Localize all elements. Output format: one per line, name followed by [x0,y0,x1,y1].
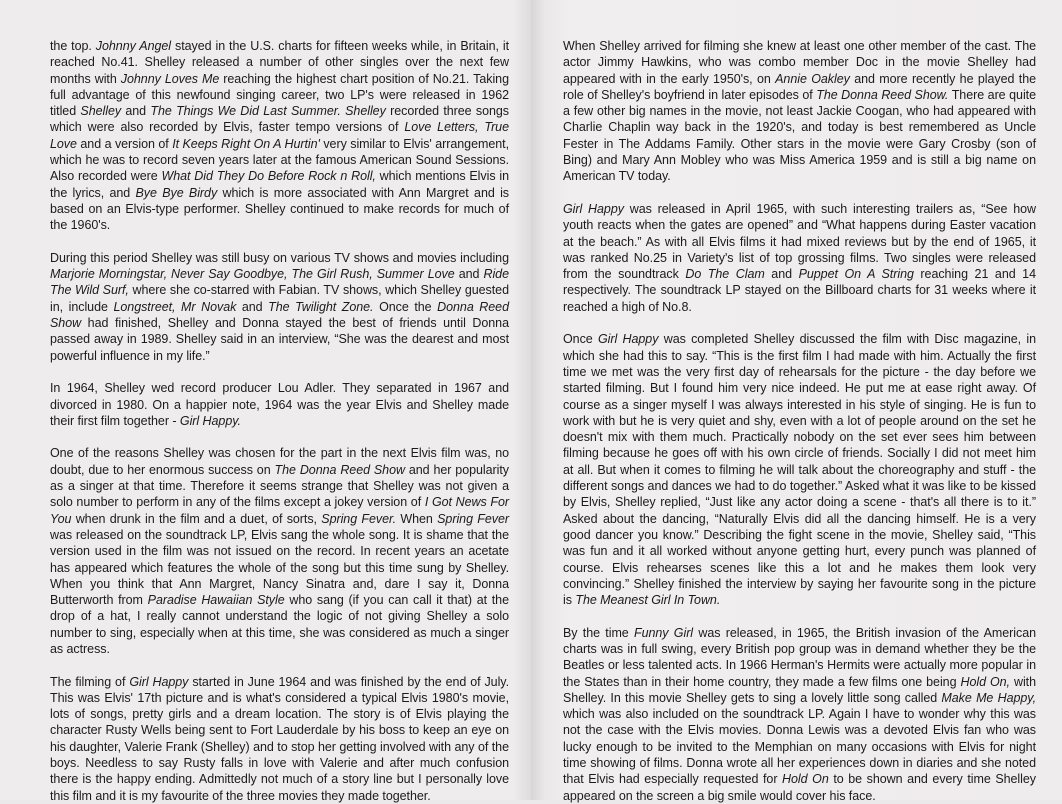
text-run: which was also included on the soundtrack LP. Again I have to wonder why this was not the case with the Elvis movies. Donna Lewis was a devoted Elvis fan who was lucky enough to be invited to the Memphian on many occasions with Elvis for night time showing of films. Donna wrote all her experiences down in diaries and she noted that Elvis had especially requested for [563,707,1036,787]
left-column-text [50,38,509,804]
text-run: started in June 1964 and was finished by the end of July. This was Elvis' 17th picture and is what's considered a typical Elvis 1980's movie, lots of songs, pretty girls and a dream location. The story is of Elvis playing the character Rusty Wells being sent to Fort Lauderdale by his boss to keep an eye on his daughter, Valerie Frank (Shelley) and to stop her getting involved with any of the boys. Needless to say Rusty falls in love with Valerie and after much confusion there is the happy ending. Admittedly not much of a story line but I personally love this film and it is my favourite of the three movies they made together. [50,674,509,803]
text-run: with Shelley. In this movie Shelley gets to sing a lovely little song called [563,674,1036,705]
text-run: During this period Shelley was still busy on various TV shows and movies including [50,250,509,265]
text-run: was released in April 1965, with such interesting trailers as, “See how youth reacts when the gates are opened” and “What happens during Easter vacation at the beach.” As with all Elvis films it had mixed reviews but by the end of 1965, it was ranked No.25 in Variety's list of top grossing films. Two singles were released from the soundtrack [563,201,1036,282]
italic-title: The Donna Reed Show. [816,87,949,102]
italic-title: The Things We Did Last Summer. Shelley [150,104,386,119]
italic-title: Paradise Hawaiian Style [147,593,285,608]
italic-title: Bye Bye Birdy [135,185,218,200]
italic-title: Girl Happy. [179,413,241,428]
text-run: which is more associated with Ann Margret and is based on an Elvis-type performer. Shelley continued to make records for much of the 1960's. [50,185,510,233]
left-column-paragraph [50,250,509,364]
right-column-paragraph [563,331,1036,608]
text-run: had finished, Shelley and Donna stayed the best of friends until Donna passed away in 1989. Shelley said in an interview, “She was the dearest and most powerful influence in my life.” [50,316,509,363]
text-run: and her popularity as a singer at that time. Therefore it seems strange that Shelley was not given a solo number to perform in any of the films except a jokey version of [50,462,510,510]
italic-title: The Twilight Zone. [268,299,374,314]
text-run: There are quite a few other big names in the movie, not least Jackie Coogan, who had appeared with Charlie Chaplin way back in the 1920's, and today is best remembered as Uncle Fester in The Addams Family. Other stars in the movie were Gary Crosby (son of Bing) and Mary Ann Mobley who was Miss America 1959 and is still a big name on American TV today. [563,87,1036,184]
text-run: Once [563,332,598,347]
italic-title: Johnny Loves Me [120,71,220,86]
right-column-paragraph [563,38,1036,185]
italic-title: Funny Girl [634,625,694,640]
text-run: and more recently he played the role of Shelley's boyfriend in later episodes of [563,71,1036,102]
italic-title: The Donna Reed Show [274,462,405,477]
text-run: and [236,299,269,314]
text-run: was released, in 1965, the British invasion of the American charts was in full swing, every British pop group was in demand whether they be the Beatles or less talented acts. In 1966 Herman's Hermits were actually more popular in the States than in their home country, they made a few films one being [563,625,1037,689]
text-run: which mentions Elvis in the lyrics, and [50,169,509,200]
text-run: reaching the highest chart position of No.21. Taking full advantage of this newfound singing career, two LP's were released in 1962 titled [50,71,509,119]
text-run: One of the reasons Shelley was chosen for the part in the next Elvis film was, no doubt, due to her enormous success on [50,446,509,477]
text-run: reaching 21 and 14 respectively. The soundtrack LP stayed on the Billboard charts for 31 weeks where it reached a high of No.8. [563,267,1036,314]
text-run: When Shelley arrived for filming she knew at least one other member of the cast. The actor Jimmy Hawkins, who was combo member Doc in the movie Shelley had appeared with in the early 1950's, on [563,39,1036,86]
left-page [0,0,531,803]
italic-title: Annie Oakley [775,71,850,86]
text-run: where she co-starred with Fabian. TV shows, which Shelley guested in, include [50,283,509,314]
italic-title: I Got News For You [50,495,509,526]
text-run: In 1964, Shelley wed record producer Lou Adler. They separated in 1967 and divorced in 1980. On a happier note, 1964 was the year Elvis and Shelley made their first film together - [50,381,509,428]
text-run: and [121,104,151,119]
text-run: was released on the soundtrack LP, Elvis sang the whole song. It is shame that the version used in the film was not issued on the record. In recent years an acetate has appeared which features the whole of the song but this time sung by Shelley. When you think that Ann Margret, Nancy Sinatra and, dare I say it, Donna Butterworth from [50,527,509,608]
text-run: and a version of [76,136,173,151]
left-column-paragraph [50,445,509,657]
text-run: when drunk in the film and a duet, of sorts, [71,511,322,526]
text-run: recorded three songs which were also recorded by Elvis, faster tempo versions of [50,104,509,135]
text-run: Once the [373,299,438,314]
left-column-paragraph [50,674,509,804]
right-page [531,0,1062,803]
text-run: very similar to Elvis' arrangement, which he was to record seven years later at the famous American Sound Sessions. Also recorded were [50,136,509,184]
italic-title: Girl Happy [597,332,659,347]
italic-title: Make Me Happy, [941,690,1037,705]
italic-title: The Meanest Girl In Town. [575,593,721,608]
right-column-paragraph [563,201,1036,315]
italic-title: Shelley [80,104,122,119]
text-run: By the time [563,625,635,640]
italic-title: Girl Happy [563,201,624,216]
text-run: who sang (if you can call it that) at the drop of a hat, I really cannot understand the logic of not giving Shelley a solo number to sing, especially when at this time, she was considered as much a singer as actress. [50,593,509,656]
text-run: stayed in the U.S. charts for fifteen weeks while, in Britain, it reached No.41. Shelley released a number of other singles over the next few months with [50,39,510,86]
text-run: was completed Shelley discussed the film with Disc magazine, in which she had this to say. “This is the first film I had made with him. Actually the first time we met was the very first day of rehearsals for the picture - the day before we started filming. But I found him very nice indeed. He put me at ease right away. Of course as a singer myself I was always interested in his style of singing. He is fun to work with but he is very quiet and shy, even with a lot of people around on the set he doesn't mix with them much. Practically nobody on the set ever sees him between filming because he goes off with his own circle of friends. Socially I did not meet him at all. But when it comes to filming he will talk about the choreography and stuff - the different songs and dances we had to do together.” Asked what it was like to be kissed by Elvis, Shelley replied, “Just like any actor doing a scene - that's all there is to it.” Asked about the dancing, “Naturally Elvis did all the dancing himself. He is a very good dancer you know.” Describing the fight scene in the movie, Shelley said, “This was fun and it all worked without anyone getting hurt, every punch was planned of course. Elvis rehearses scenes like this a lot and he makes them look very convincing.” Shelley finished the interview by saying her favourite song in the picture is [563,332,1037,608]
italic-title: It Keeps Right On A Hurtin' [172,136,320,151]
italic-title: What Did They Do Before Rock n Roll, [161,169,376,184]
italic-title: Hold On, [960,674,1010,689]
text-run: the top. [50,39,96,53]
text-run: to be shown and every time Shelley appeared on the screen a big smile would cover his face. [563,772,1036,803]
italic-title: Marjorie Morningstar, Never Say Goodbye, The Girl Rush, Summer Love [50,267,455,282]
italic-title: Spring Fever. [321,511,397,526]
left-column-paragraph [50,380,509,429]
right-column-paragraph [563,625,1036,804]
italic-title: Donna Reed Show [50,299,509,331]
italic-title: Longstreet, Mr Novak [113,299,237,314]
italic-title: Spring Fever [437,511,509,526]
left-column-paragraph [50,38,509,234]
italic-title: Ride The Wild Surf, [50,267,509,298]
text-run: The filming of [50,674,130,689]
text-run: and [764,267,799,282]
italic-title: Do The Clam [685,267,765,282]
italic-title: Hold On [782,772,829,787]
italic-title: Puppet On A String [798,267,914,282]
text-run: and [454,267,484,282]
italic-title: Girl Happy [129,674,189,689]
italic-title: Johnny Angel [95,39,172,53]
right-column-text [563,38,1036,804]
italic-title: Love Letters, True Love [50,120,509,151]
text-run: When [396,511,438,526]
